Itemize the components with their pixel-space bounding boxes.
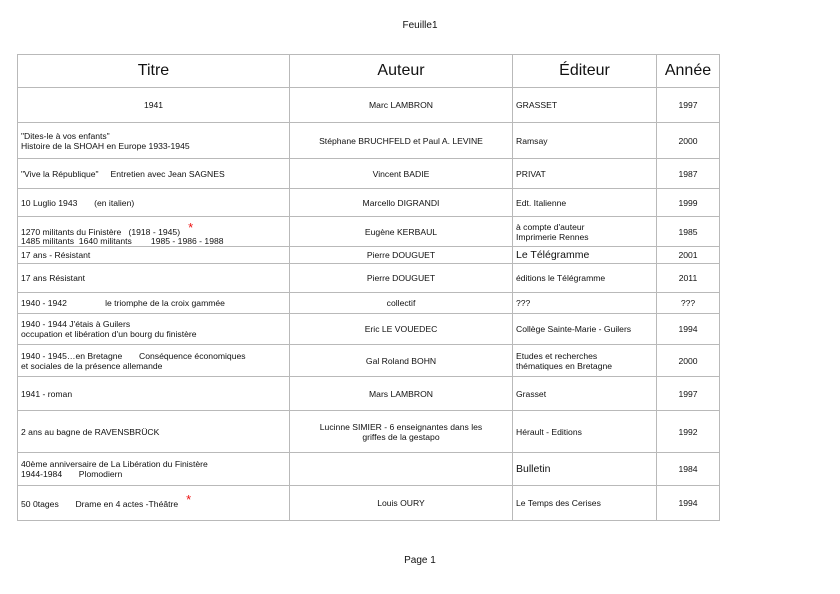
title-cell: 17 ans - Résistant (18, 247, 290, 264)
year-cell: 2001 (657, 247, 720, 264)
author-cell: Pierre DOUGUET (290, 264, 513, 293)
publisher-cell: Bulletin (513, 453, 657, 486)
title-cell: 40ème anniversaire de La Libération du Finistère 1944-1984 Plomodiern (18, 453, 290, 486)
title-cell: 1940 - 1942 le triomphe de la croix gammée (18, 293, 290, 314)
publisher-cell: Collège Sainte-Marie - Guilers (513, 314, 657, 345)
publisher-cell: à compte d'auteur Imprimerie Rennes (513, 217, 657, 247)
column-header-title: Titre (18, 55, 290, 88)
table-row (18, 264, 720, 293)
publisher-cell: GRASSET (513, 88, 657, 123)
title-cell: 1940 - 1945…en Bretagne Conséquence économiques et sociales de la présence allemande (18, 345, 290, 377)
table-row (18, 486, 720, 521)
author-cell: Pierre DOUGUET (290, 247, 513, 264)
year-cell: 1994 (657, 486, 720, 521)
author-cell: Gal Roland BOHN (290, 345, 513, 377)
table-row (18, 247, 720, 264)
publisher-cell: Grasset (513, 377, 657, 411)
title-cell: 17 ans Résistant (18, 264, 290, 293)
title-cell: 10 Luglio 1943 (en italien) (18, 189, 290, 217)
publisher-cell: éditions le Télégramme (513, 264, 657, 293)
title-cell: 1940 - 1944 J'étais à Guilers occupation et libération d'un bourg du finistère (18, 314, 290, 345)
year-cell: 1997 (657, 88, 720, 123)
table-row (18, 123, 720, 159)
author-cell: Eugène KERBAUL (290, 217, 513, 247)
author-cell: Mars LAMBRON (290, 377, 513, 411)
year-cell: 1994 (657, 314, 720, 345)
author-cell: Stéphane BRUCHFELD et Paul A. LEVINE (290, 123, 513, 159)
column-header-year: Année (657, 55, 720, 88)
publisher-cell: Hérault - Editions (513, 411, 657, 453)
year-cell: 1999 (657, 189, 720, 217)
title-cell: "Vive la République" Entretien avec Jean SAGNES (18, 159, 290, 189)
title-cell: 1941 - roman (18, 377, 290, 411)
table-row (18, 453, 720, 486)
author-cell: Marcello DIGRANDI (290, 189, 513, 217)
author-cell: Vincent BADIE (290, 159, 513, 189)
year-cell: 1985 (657, 217, 720, 247)
year-cell: ??? (657, 293, 720, 314)
title-cell: 2 ans au bagne de RAVENSBRÜCK (18, 411, 290, 453)
marker-star: * (186, 491, 192, 507)
table-row (18, 314, 720, 345)
table-row (18, 217, 720, 247)
year-cell: 2000 (657, 123, 720, 159)
year-cell: 1987 (657, 159, 720, 189)
publisher-cell: Edt. Italienne (513, 189, 657, 217)
author-cell (290, 453, 513, 486)
page-number: Page 1 (404, 555, 436, 566)
author-cell: Eric LE VOUEDEC (290, 314, 513, 345)
year-cell: 2011 (657, 264, 720, 293)
title-cell (18, 217, 290, 247)
column-header-author: Auteur (290, 55, 513, 88)
table-row (18, 293, 720, 314)
author-cell: collectif (290, 293, 513, 314)
publisher-cell: ??? (513, 293, 657, 314)
title-clip: 1270 militants du Finistère (1918 - 1945) * 1485 militants 1640 militants 1985 - 1986 - 1988 (21, 219, 224, 246)
year-cell: 2000 (657, 345, 720, 377)
year-cell: 1992 (657, 411, 720, 453)
column-header-publisher: Éditeur (513, 55, 657, 88)
publisher-cell: Le Temps des Cerises (513, 486, 657, 521)
publisher-cell: PRIVAT (513, 159, 657, 189)
publisher-cell: Ramsay (513, 123, 657, 159)
year-cell: 1984 (657, 453, 720, 486)
table-row (18, 159, 720, 189)
table-row (18, 377, 720, 411)
table-row (18, 88, 720, 123)
author-cell: Lucinne SIMIER - 6 enseignantes dans les griffes de la gestapo (290, 411, 513, 453)
author-cell: Louis OURY (290, 486, 513, 521)
sheet-name: Feuille1 (402, 20, 438, 31)
table-header-row (18, 55, 720, 88)
publisher-cell: Le Télégramme (513, 247, 657, 264)
books-table (17, 54, 720, 521)
table-row (18, 345, 720, 377)
author-cell: Marc LAMBRON (290, 88, 513, 123)
table-row (18, 411, 720, 453)
publisher-cell: Etudes et recherches thématiques en Bretagne (513, 345, 657, 377)
title-cell: 1941 (18, 88, 290, 123)
table-row (18, 189, 720, 217)
title-cell: 50 0tages Drame en 4 actes -Théâtre * (18, 486, 290, 521)
title-cell: "Dites-le à vos enfants" Histoire de la SHOAH en Europe 1933-1945 (18, 123, 290, 159)
marker-star: * (188, 219, 194, 235)
year-cell: 1997 (657, 377, 720, 411)
